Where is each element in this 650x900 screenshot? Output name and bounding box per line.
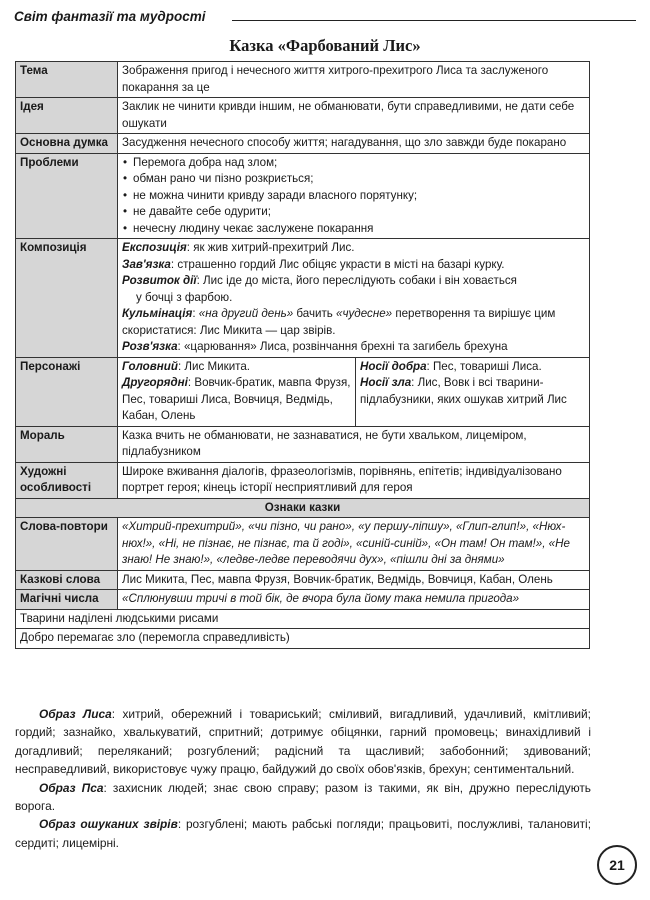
- page-number-text: 21: [609, 857, 625, 873]
- term-text: : Вовчик-братик, мавпа Фрузя, Пес, товариші Лиса, Вовчиця, Ведмідь, Кабан, Олень: [122, 376, 351, 422]
- paragraph-dog-image: [15, 779, 591, 816]
- list-item: • не давайте себе одурити;: [122, 204, 585, 221]
- row-value-kompozytsiya: [118, 239, 590, 358]
- row-label-mahichni: Магічні числа: [16, 590, 118, 610]
- page-number: [597, 845, 637, 885]
- paragraph-lead: Образ Пса: [39, 780, 104, 795]
- row-value-mahichni: «Сплюнувши тричі в той бік, де вчора була йому така немила пригода»: [118, 590, 590, 610]
- page-title: Казка «Фарбований Лис»: [229, 36, 421, 55]
- term-text: перетворення та вирішує цим скористатися: Лис Микита — цар звірів.: [122, 307, 556, 337]
- table-row: [16, 239, 590, 358]
- row-label-kompozytsiya: Композиція: [16, 239, 118, 358]
- table-row: [16, 62, 590, 98]
- row-tvaryny: Тварини наділені людськими рисами: [16, 609, 590, 629]
- paragraph-text: : захисник людей; знає свою справу; разом із такими, як він, дружно переслідують ворога.: [15, 780, 591, 814]
- composition-resolution: [122, 339, 585, 356]
- list-item: • нечесну людину чекає заслужене покарання: [122, 221, 585, 238]
- paragraph-lead: Образ ошуканих звірів: [39, 817, 178, 832]
- term: Розв'язка: [122, 340, 178, 353]
- row-value-khud: Широке вживання діалогів, фразеологізмів, порівнянь, епітетів; індивідуалізовано портрет героя; кінець історії несприятливий для героя: [118, 462, 590, 498]
- term: Носії зла: [360, 376, 412, 389]
- paragraph-text: : хитрий, обережний і товариський; сміливий, вигадливий, удачливий, кмітливий; гордий; зазнайко, хвалькуватий, спритний; дотримує обіцянки, гарний промовець; винахідливий і догадливий; переляканий; розгублений; радісний та щасливий; забобонний; здивований; несправедливий, використовує чужу працю, байдужий до своїх обов'язків, брехун; сентиментальний.: [15, 707, 591, 777]
- composition-climax: [122, 306, 585, 339]
- row-label-moral: Мораль: [16, 426, 118, 462]
- composition-exposition: [122, 240, 585, 257]
- row-label-dumka: Основна думка: [16, 134, 118, 154]
- character-images-text: [15, 705, 591, 852]
- term-text: : Лис, Вовк і всі тварини-підлабузники, яких ошукав хитрий Лис: [360, 376, 567, 406]
- term: Розвиток дії: [122, 274, 197, 287]
- table-row: [16, 570, 590, 590]
- characters-good: [360, 359, 585, 376]
- table-row: [16, 518, 590, 571]
- table-row: [16, 609, 590, 629]
- term-text: : як жив хитрий-прехитрий Лис.: [186, 241, 355, 254]
- term-text: : страшенно гордий Лис обіцяє украсти в місті на базарі курку.: [170, 257, 505, 271]
- composition-development: [122, 273, 585, 290]
- row-value-problemy: [118, 153, 590, 239]
- row-value-ideya: Заклик не чинити кривди іншим, не обманювати, бути справедливими, не дати себе ошукати: [118, 98, 590, 134]
- quote: «чудесне»: [336, 307, 393, 320]
- problems-list: [122, 155, 585, 238]
- term-text: бачить: [293, 307, 337, 320]
- row-value-moral: Казка вчить не обманювати, не зазнаватися, не бути хвальком, лицеміром, підлабузником: [118, 426, 590, 462]
- row-label-kazkovi: Казкові слова: [16, 570, 118, 590]
- table-row: [16, 98, 590, 134]
- paragraph-beasts-image: [15, 815, 591, 852]
- characters-secondary: [122, 375, 351, 425]
- term: Другорядні: [122, 376, 188, 389]
- term: Кульмінація: [122, 307, 193, 320]
- row-label-slova: Слова-повтори: [16, 518, 118, 571]
- term: Носії добра: [360, 359, 427, 373]
- paragraph-text: : розгублені; мають рабські погляди; працьовиті, послужливі, талановиті; сердиті; лицемірні.: [15, 817, 591, 850]
- term-text: : «царювання» Лиса, розвінчання брехні та загибель брехуна: [177, 340, 508, 353]
- running-header-title: Світ фантазії та мудрості: [14, 9, 206, 24]
- quote: «на другий день»: [198, 307, 294, 320]
- row-label-personazhi: Персонажі: [16, 357, 118, 426]
- composition-plot-start: [122, 257, 585, 274]
- row-value-slova: «Хитрий-прехитрий», «чи пізно, чи рано», «у першу-ліпшу», «Глип-глип!», «Нюх-нюх!», «Ні, не пізнає, не пізнає, та й годі», «синій-синій», «Он там! Он там!», «Не знаю! Не знаю!», «ледве-ледве переводячи дух», «пішли дні за днями»: [118, 518, 590, 571]
- term: Експозиція: [122, 241, 187, 254]
- running-header: [14, 8, 636, 26]
- list-item: • обман рано чи пізно розкриється;: [122, 171, 585, 188]
- paragraph-lead: Образ Лиса: [39, 707, 112, 721]
- header-rule: [232, 20, 636, 21]
- list-item: • Перемога добра над злом;: [122, 155, 585, 172]
- row-dobro: Добро перемагає зло (перемогла справедливість): [16, 629, 590, 649]
- row-label-problemy: Проблеми: [16, 153, 118, 239]
- row-value-dumka: Засудження нечесного способу життя; нагадування, що зло завжди буде покарано: [118, 134, 590, 154]
- table-row: [16, 357, 590, 426]
- table-row: [16, 590, 590, 610]
- row-value-tema: Зображення пригод і нечесного життя хитрого-прехитрого Лиса та заслуженого покарання за це: [118, 62, 590, 98]
- row-value-kazkovi: Лис Микита, Пес, мавпа Фрузя, Вовчик-братик, Ведмідь, Вовчиця, Кабан, Олень: [118, 570, 590, 590]
- table-row: [16, 629, 590, 649]
- table-row: [16, 462, 590, 498]
- table-row: [16, 134, 590, 154]
- row-label-khud: Художні особливості: [16, 462, 118, 498]
- table-row: [16, 153, 590, 239]
- list-item: • не можна чинити кривду заради власного порятунку;: [122, 188, 585, 205]
- characters-main: [118, 357, 356, 426]
- term-text: : Лис Микита.: [177, 359, 251, 373]
- term: Головний: [122, 359, 178, 373]
- row-label-ideya: Ідея: [16, 98, 118, 134]
- paragraph-fox-image: [15, 705, 591, 779]
- term-text: : Пес, товариші Лиса.: [426, 359, 542, 373]
- row-label-tema: Тема: [16, 62, 118, 98]
- table-row: [16, 426, 590, 462]
- composition-development-cont: у бочці з фарбою.: [136, 290, 233, 304]
- term-text: : Лис іде до міста, його переслідують собаки і він ховається: [196, 274, 517, 287]
- analysis-table: [15, 61, 590, 649]
- characters-sides: [356, 357, 590, 426]
- section-heading: Ознаки казки: [16, 498, 590, 518]
- characters-evil: [360, 375, 585, 408]
- table-row: [16, 498, 590, 518]
- term: Зав'язка: [122, 257, 171, 271]
- characters-main-hero: [122, 359, 351, 376]
- term-text: :: [192, 307, 199, 320]
